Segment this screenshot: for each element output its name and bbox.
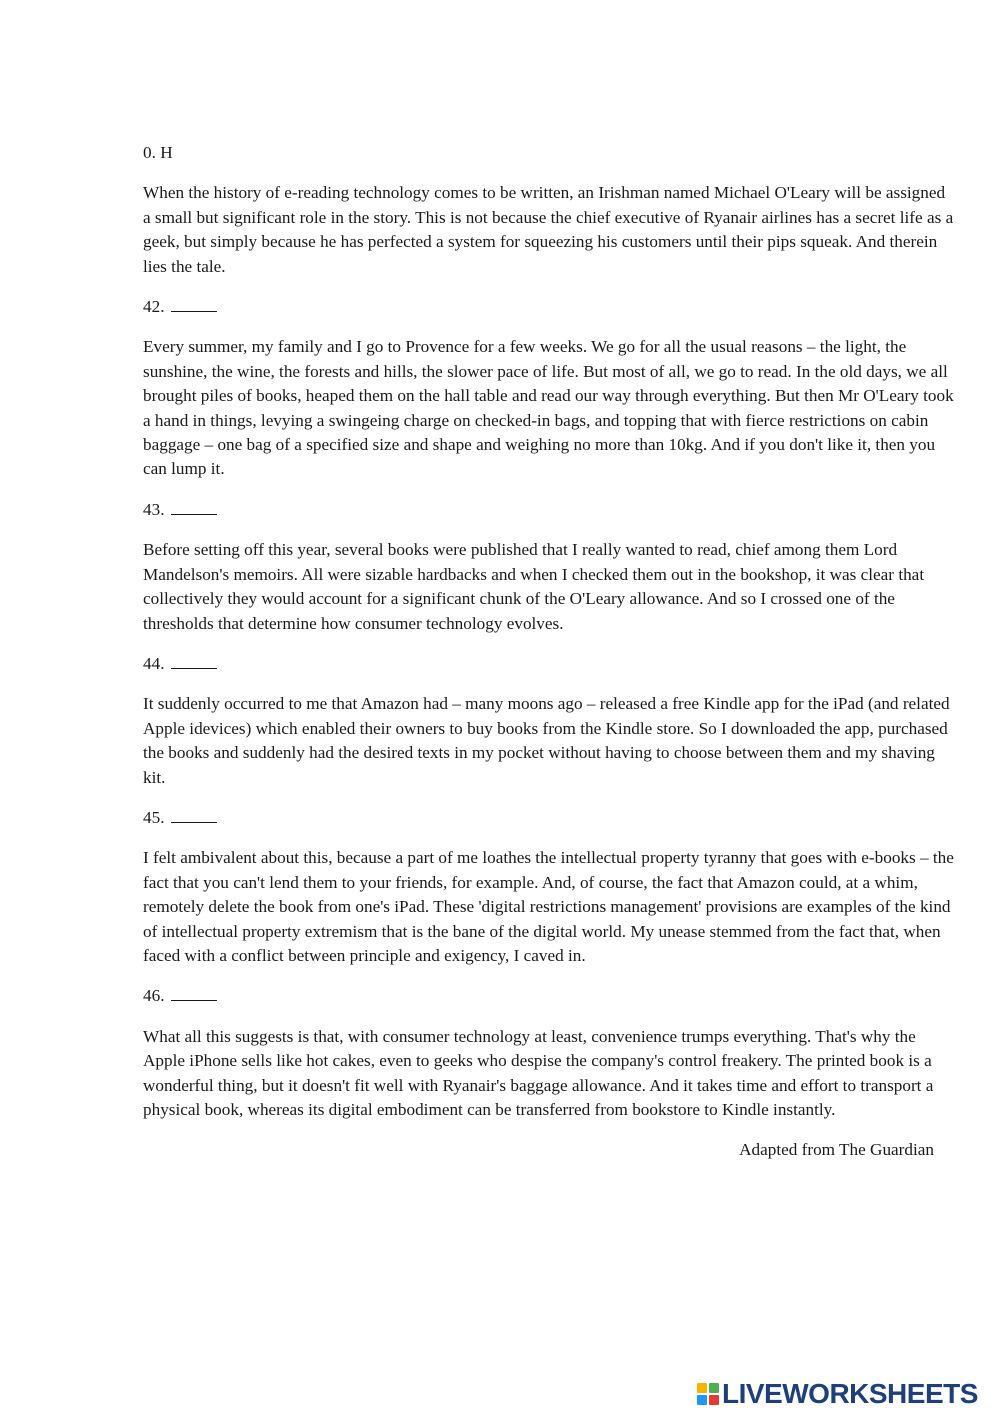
gap-label-44 bbox=[143, 652, 955, 676]
gap-number-43: 43. bbox=[143, 499, 165, 519]
paragraph-0: When the history of e-reading technology comes to be written, an Irishman named Michael O'Leary will be assigned a small but significant role in the story. This is not because the chief executive of Ryanair airlines has a secret life as a geek, but simply because he has perfected a system for squeezing his customers until their pips squeak. And therein lies the tale. bbox=[143, 183, 954, 276]
paragraph-3: It suddenly occurred to me that Amazon had – many moons ago – released a free Kindle app for the iPad (and related Apple idevices) which enabled their owners to buy books from the Kindle store. So I downloaded the app, purchased the books and suddenly had the desired texts in my pocket without having to choose between them and my shaving kit. bbox=[143, 694, 950, 787]
gap-label-43 bbox=[143, 498, 955, 522]
answer-blank-46[interactable] bbox=[171, 986, 217, 1001]
paragraph-1: Every summer, my family and I go to Provence for a few weeks. We go for all the usual reasons – the light, the sunshine, the wine, the forests and hills, the slower pace of life. But most of all, we go to read. In the old days, we all brought piles of books, heaped them on the hall table and read our way through everything. But then Mr O'Leary took a hand in things, levying a swingeing charge on checked-in bags, and topping that with fierce restrictions on cabin baggage – one bag of a specified size and shape and weighing no more than 10kg. And if you don't like it, then you can lump it. bbox=[143, 337, 954, 479]
source-attribution: Adapted from The Guardian bbox=[739, 1140, 934, 1160]
answer-blank-44[interactable] bbox=[171, 654, 217, 669]
paragraph-2: Before setting off this year, several books were published that I really wanted to read, chief among them Lord Mandelson's memoirs. All were sizable hardbacks and when I checked them out in the bookshop, it was clear that collectively they would account for a significant chunk of the O'Leary allowance. And so I crossed one of the thresholds that determine how consumer technology evolves. bbox=[143, 540, 925, 633]
gap-label-42 bbox=[143, 295, 955, 319]
answer-blank-42[interactable] bbox=[171, 297, 217, 312]
logo-mark-icon bbox=[697, 1383, 719, 1405]
gap-number-44: 44. bbox=[143, 653, 165, 673]
logo-text: LIVEWORKSHEETS bbox=[722, 1378, 978, 1409]
gap-number-46: 46. bbox=[143, 986, 165, 1006]
article-body bbox=[143, 141, 955, 1163]
example-label: 0. H bbox=[143, 143, 173, 162]
paragraph-4: I felt ambivalent about this, because a part of me loathes the intellectual property tyranny that goes with e-books – the fact that you can't lend them to your friends, for example. And, of course, the fact that Amazon could, at a whim, remotely delete the book from one's iPad. These 'digital restrictions management' provisions are examples of the kind of intellectual property extremism that is the bane of the digital world. My unease stemmed from the fact that, when faced with a conflict between principle and exigency, I caved in. bbox=[143, 848, 954, 965]
gap-label-45 bbox=[143, 806, 955, 830]
gap-number-45: 45. bbox=[143, 807, 165, 827]
answer-blank-45[interactable] bbox=[171, 808, 217, 823]
liveworksheets-logo bbox=[697, 1378, 978, 1410]
gap-label-46 bbox=[143, 984, 955, 1008]
gap-number-42: 42. bbox=[143, 297, 165, 317]
answer-blank-43[interactable] bbox=[171, 500, 217, 515]
paragraph-5: What all this suggests is that, with consumer technology at least, convenience trumps everything. That's why the Apple iPhone sells like hot cakes, even to geeks who despise the company's control freakery. The printed book is a wonderful thing, but it doesn't fit well with Ryanair's baggage allowance. And it takes time and effort to transport a physical book, whereas its digital embodiment can be transferred from bookstore to Kindle instantly. bbox=[143, 1026, 934, 1119]
